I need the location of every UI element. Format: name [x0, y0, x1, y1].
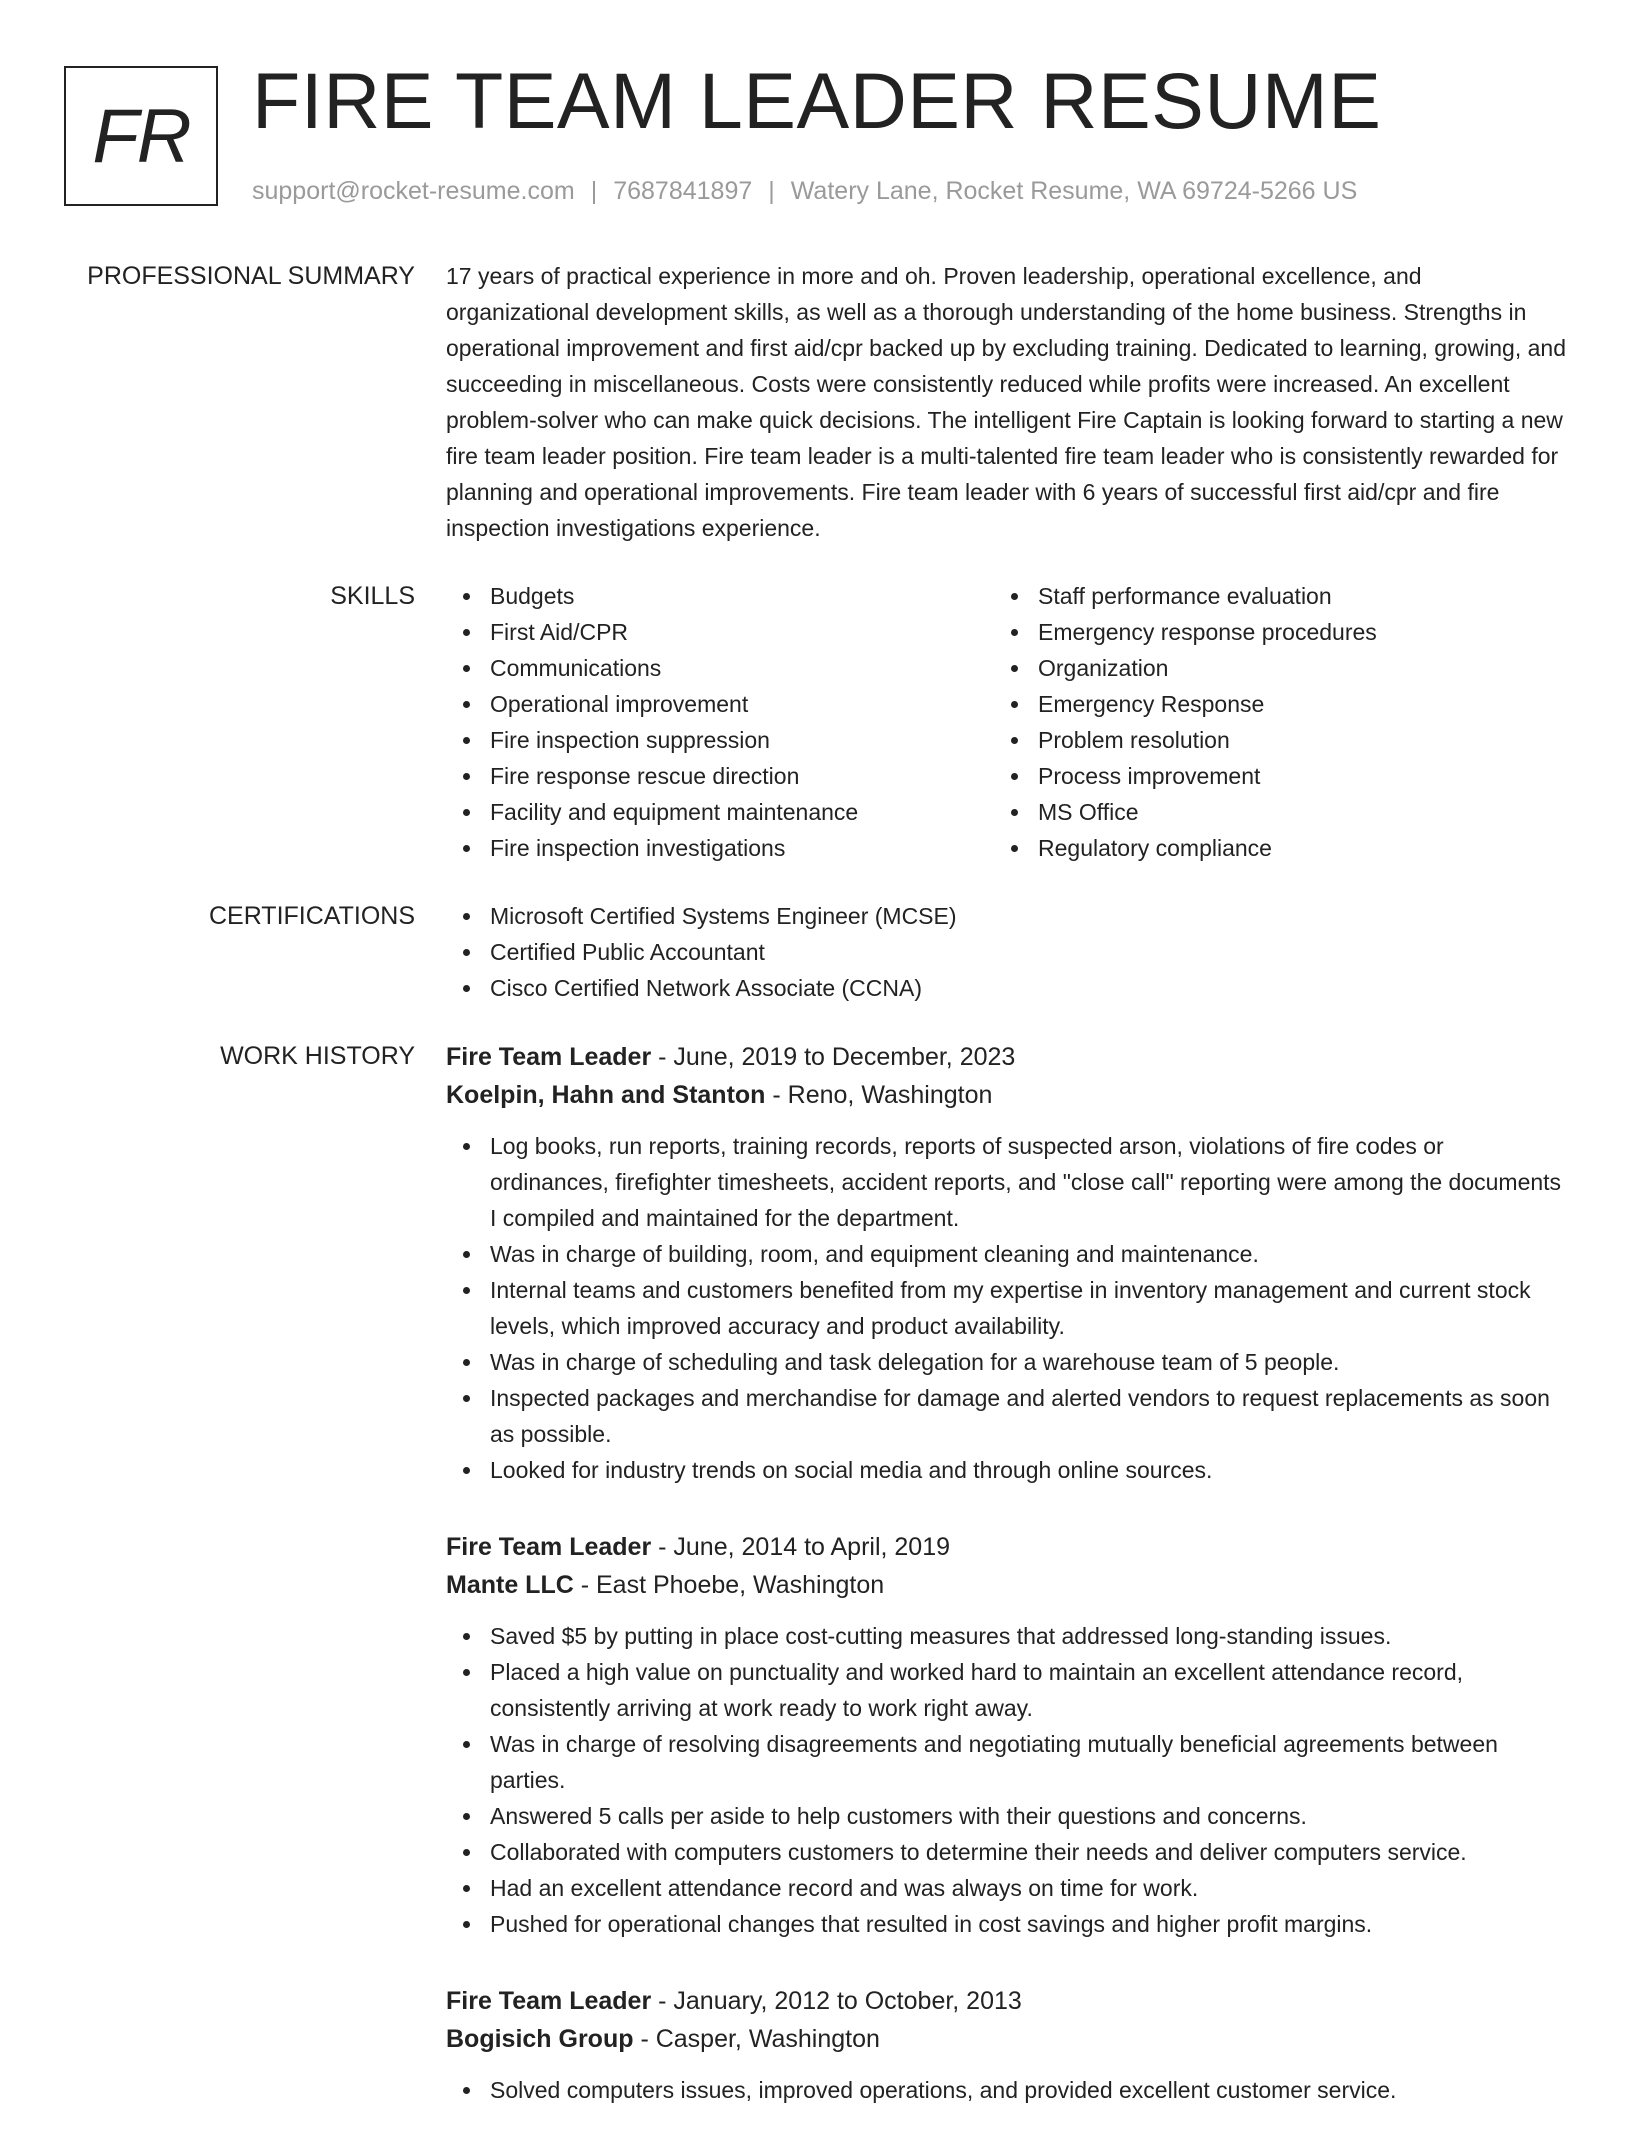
list-item: Was in charge of building, room, and equipment cleaning and maintenance. — [446, 1236, 1566, 1272]
job-title: Fire Team Leader — [446, 1533, 652, 1561]
page-title: FIRE TEAM LEADER RESUME — [252, 56, 1382, 145]
dash: - — [651, 1987, 674, 2015]
job-dates: June, 2014 to April, 2019 — [673, 1533, 951, 1561]
list-item: Internal teams and customers benefited from my expertise in inventory management and current stock levels, which improved accuracy and product availability. — [446, 1272, 1566, 1344]
list-item: Cisco Certified Network Associate (CCNA) — [446, 970, 1566, 1006]
certifications-list — [446, 898, 1566, 1006]
job-bullets — [446, 2072, 1566, 2108]
job-title-line — [446, 1528, 1566, 1566]
section-heading: PROFESSIONAL SUMMARY — [87, 262, 415, 290]
contact-email[interactable]: support@rocket-resume.com — [252, 177, 575, 205]
list-item: Inspected packages and merchandise for damage and alerted vendors to request replacements as soon as possible. — [446, 1380, 1566, 1452]
dash: - — [765, 1081, 788, 1109]
job-dates: June, 2019 to December, 2023 — [673, 1043, 1016, 1071]
list-item: Was in charge of scheduling and task delegation for a warehouse team of 5 people. — [446, 1344, 1566, 1380]
job-title-line — [446, 1038, 1566, 1076]
job-company-line — [446, 2020, 1566, 2058]
job-location: Casper, Washington — [655, 2025, 880, 2053]
dash: - — [651, 1043, 674, 1071]
job-company-line — [446, 1076, 1566, 1114]
list-item: Placed a high value on punctuality and worked hard to maintain an excellent attendance record, consistently arriving at work ready to work right away. — [446, 1654, 1566, 1726]
list-item: Process improvement — [994, 758, 1542, 794]
section-heading: CERTIFICATIONS — [208, 902, 415, 930]
job-entry — [446, 1528, 1566, 1942]
job-entry — [446, 1038, 1566, 1488]
list-item: Answered 5 calls per aside to help customers with their questions and concerns. — [446, 1798, 1566, 1834]
dash: - — [633, 2025, 656, 2053]
list-item: Fire response rescue direction — [446, 758, 994, 794]
list-item: Was in charge of resolving disagreements and negotiating mutually beneficial agreements between parties. — [446, 1726, 1566, 1798]
dash: - — [651, 1533, 674, 1561]
list-item: First Aid/CPR — [446, 614, 994, 650]
job-location: East Phoebe, Washington — [596, 1571, 885, 1599]
contact-phone[interactable]: 7687841897 — [613, 177, 753, 205]
list-item: Had an excellent attendance record and was always on time for work. — [446, 1870, 1566, 1906]
dash: - — [573, 1571, 596, 1599]
list-item: Fire inspection suppression — [446, 722, 994, 758]
section-heading: SKILLS — [330, 582, 415, 610]
job-entry — [446, 1982, 1566, 2108]
job-bullets — [446, 1618, 1566, 1942]
list-item: Regulatory compliance — [994, 830, 1542, 866]
job-dates: January, 2012 to October, 2013 — [673, 1987, 1022, 2015]
contact-line — [252, 174, 1357, 208]
list-item: Staff performance evaluation — [994, 578, 1542, 614]
list-item: Microsoft Certified Systems Engineer (MCSE) — [446, 898, 1566, 934]
monogram-logo: FR — [64, 66, 218, 206]
list-item: Pushed for operational changes that resulted in cost savings and higher profit margins. — [446, 1906, 1566, 1942]
job-company: Koelpin, Hahn and Stanton — [446, 1081, 766, 1109]
job-title-line — [446, 1982, 1566, 2020]
skills-body — [446, 578, 1566, 866]
list-item: Looked for industry trends on social media and through online sources. — [446, 1452, 1566, 1488]
list-item: Organization — [994, 650, 1542, 686]
contact-separator: | — [768, 177, 775, 205]
section-heading: WORK HISTORY — [220, 1042, 415, 1070]
list-item: Operational improvement — [446, 686, 994, 722]
list-item: Budgets — [446, 578, 994, 614]
list-item: Saved $5 by putting in place cost-cutting measures that addressed long-standing issues. — [446, 1618, 1566, 1654]
job-company: Mante LLC — [446, 1571, 574, 1599]
list-item: Collaborated with computers customers to determine their needs and deliver computers service. — [446, 1834, 1566, 1870]
job-title: Fire Team Leader — [446, 1043, 652, 1071]
job-bullets — [446, 1128, 1566, 1488]
list-item: Log books, run reports, training records, reports of suspected arson, violations of fire codes or ordinances, firefighter timesheets, accident reports, and "close call" reporting were among the documents I compiled and maintained for the department. — [446, 1128, 1566, 1236]
contact-address: Watery Lane, Rocket Resume, WA 69724-5266 US — [790, 177, 1358, 205]
list-item: Problem resolution — [994, 722, 1542, 758]
job-company: Bogisich Group — [446, 2025, 634, 2053]
contact-separator: | — [590, 177, 598, 205]
list-item: Certified Public Accountant — [446, 934, 1566, 970]
list-item: Emergency response procedures — [994, 614, 1542, 650]
list-item: Fire inspection investigations — [446, 830, 994, 866]
skills-list-right — [994, 578, 1542, 866]
list-item: Communications — [446, 650, 994, 686]
list-item: Facility and equipment maintenance — [446, 794, 994, 830]
job-company-line — [446, 1566, 1566, 1604]
list-item: MS Office — [994, 794, 1542, 830]
certifications-body — [446, 898, 1566, 1006]
work-history-body — [446, 1038, 1566, 2148]
list-item: Emergency Response — [994, 686, 1542, 722]
summary-text: 17 years of practical experience in more and oh. Proven leadership, operational excellence, and organizational development skills, as well as a thorough understanding of the home business. Strengths in operational improvement and first aid/cpr backed up by excluding training. Dedicated to learning, growing, and succeeding in miscellaneous. Costs were consistently reduced while profits were increased. An excellent problem-solver who can make quick decisions. The intelligent Fire Captain is looking forward to starting a new fire team leader position. Fire team leader is a multi-talented fire team leader who is consistently rewarded for planning and operational improvements. Fire team leader with 6 years of successful first aid/cpr and fire inspection investigations experience. — [446, 263, 1566, 541]
list-item: Solved computers issues, improved operations, and provided excellent customer service. — [446, 2072, 1566, 2108]
job-location: Reno, Washington — [787, 1081, 993, 1109]
job-title: Fire Team Leader — [446, 1987, 652, 2015]
skills-list-left — [446, 578, 994, 866]
